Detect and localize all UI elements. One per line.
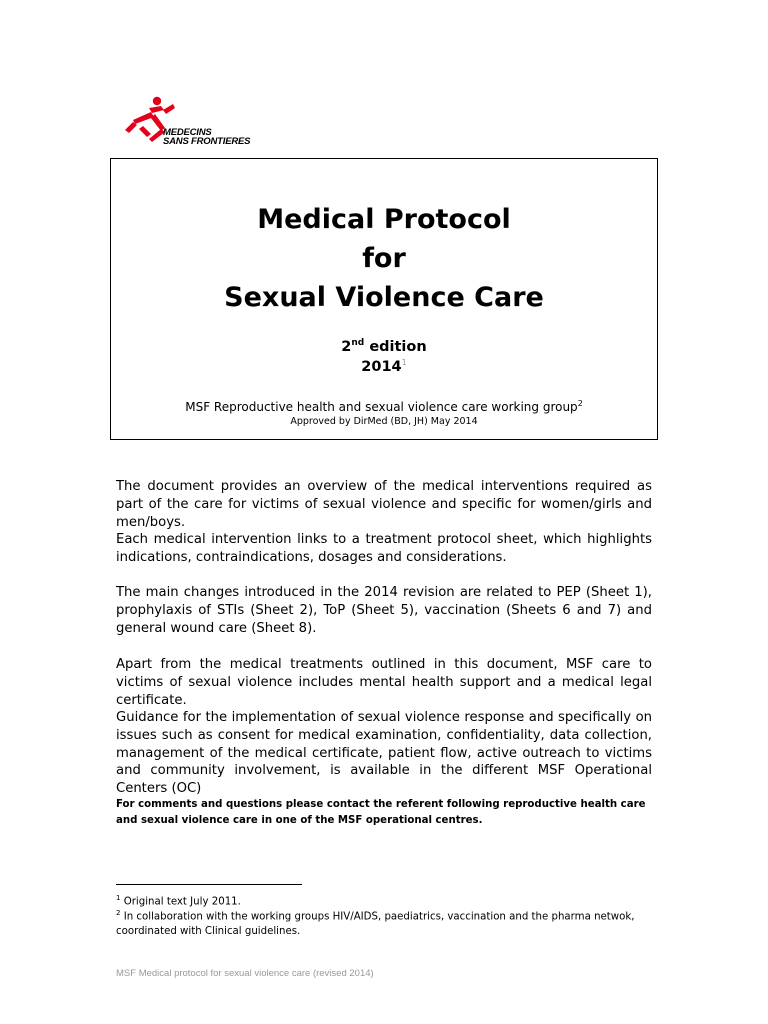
approval-line: Approved by DirMed (BD, JH) May 2014: [290, 416, 478, 427]
year-line: [111, 358, 657, 375]
title-line-2: for: [362, 243, 406, 274]
edition-ordinal: nd: [351, 338, 365, 348]
title-line-1: Medical Protocol: [257, 204, 511, 235]
edition-year: 2014: [361, 358, 402, 375]
msf-logo-text: [163, 128, 250, 146]
edition-line: [111, 338, 657, 355]
contact-note: For comments and questions please contact the referent following reproductive health care and sexual violence care in one of the MSF operational centres.: [116, 799, 646, 826]
paragraph-msf-care: Apart from the medical treatments outlined in this document, MSF care to victims of sexual violence includes mental health support and a medical legal certificate.: [116, 657, 652, 708]
page-footer: MSF Medical protocol for sexual violence care (revised 2014): [116, 968, 374, 979]
paragraph-guidance: Guidance for the implementation of sexual violence response and specifically on issues such as consent for medical examination, confidentiality, data collection, management of the medical certificate, patient flow, active outreach to victims and community involvement, is available in the different MSF Operational Centers (OC): [116, 710, 652, 797]
group-footnote-ref[interactable]: 2: [577, 399, 583, 408]
edition-word: edition: [369, 338, 427, 355]
year-footnote-ref[interactable]: 1: [401, 358, 407, 367]
paragraph-treatment-sheets: Each medical intervention links to a treatment protocol sheet, which highlights indications, contraindications, dosages and considerations.: [116, 532, 652, 565]
footnote-2-number: 2: [116, 909, 121, 917]
paragraph-overview: The document provides an overview of the medical interventions required as part of the care for victims of sexual violence and specific for women/girls and men/boys.: [116, 479, 652, 530]
footnote-2: [116, 906, 656, 939]
working-group-line: [111, 399, 657, 414]
title-line-3: Sexual Violence Care: [224, 282, 544, 313]
footnote-1-number: 1: [116, 894, 121, 902]
footnote-1-text: Original text July 2011.: [123, 896, 241, 908]
edition-number: 2: [341, 338, 352, 355]
footnote-separator: [116, 884, 302, 885]
title-box: [110, 158, 658, 440]
paragraph-changes-2014: The main changes introduced in the 2014 revision are related to PEP (Sheet 1), prophylaxis of STIs (Sheet 2), ToP (Sheet 5), vaccination (Sheets 6 and 7) and general wound care (Sheet 8).: [116, 585, 652, 636]
logo-line-2: SANS FRONTIERES: [163, 136, 251, 147]
footnote-2-text: In collaboration with the working groups HIV/AIDS, paediatrics, vaccination and the pharma netwok, coordinated with Clinical guidelines.: [116, 911, 635, 937]
working-group: MSF Reproductive health and sexual violence care working group: [185, 400, 578, 414]
logo-line-1: MEDECINS: [163, 127, 212, 138]
